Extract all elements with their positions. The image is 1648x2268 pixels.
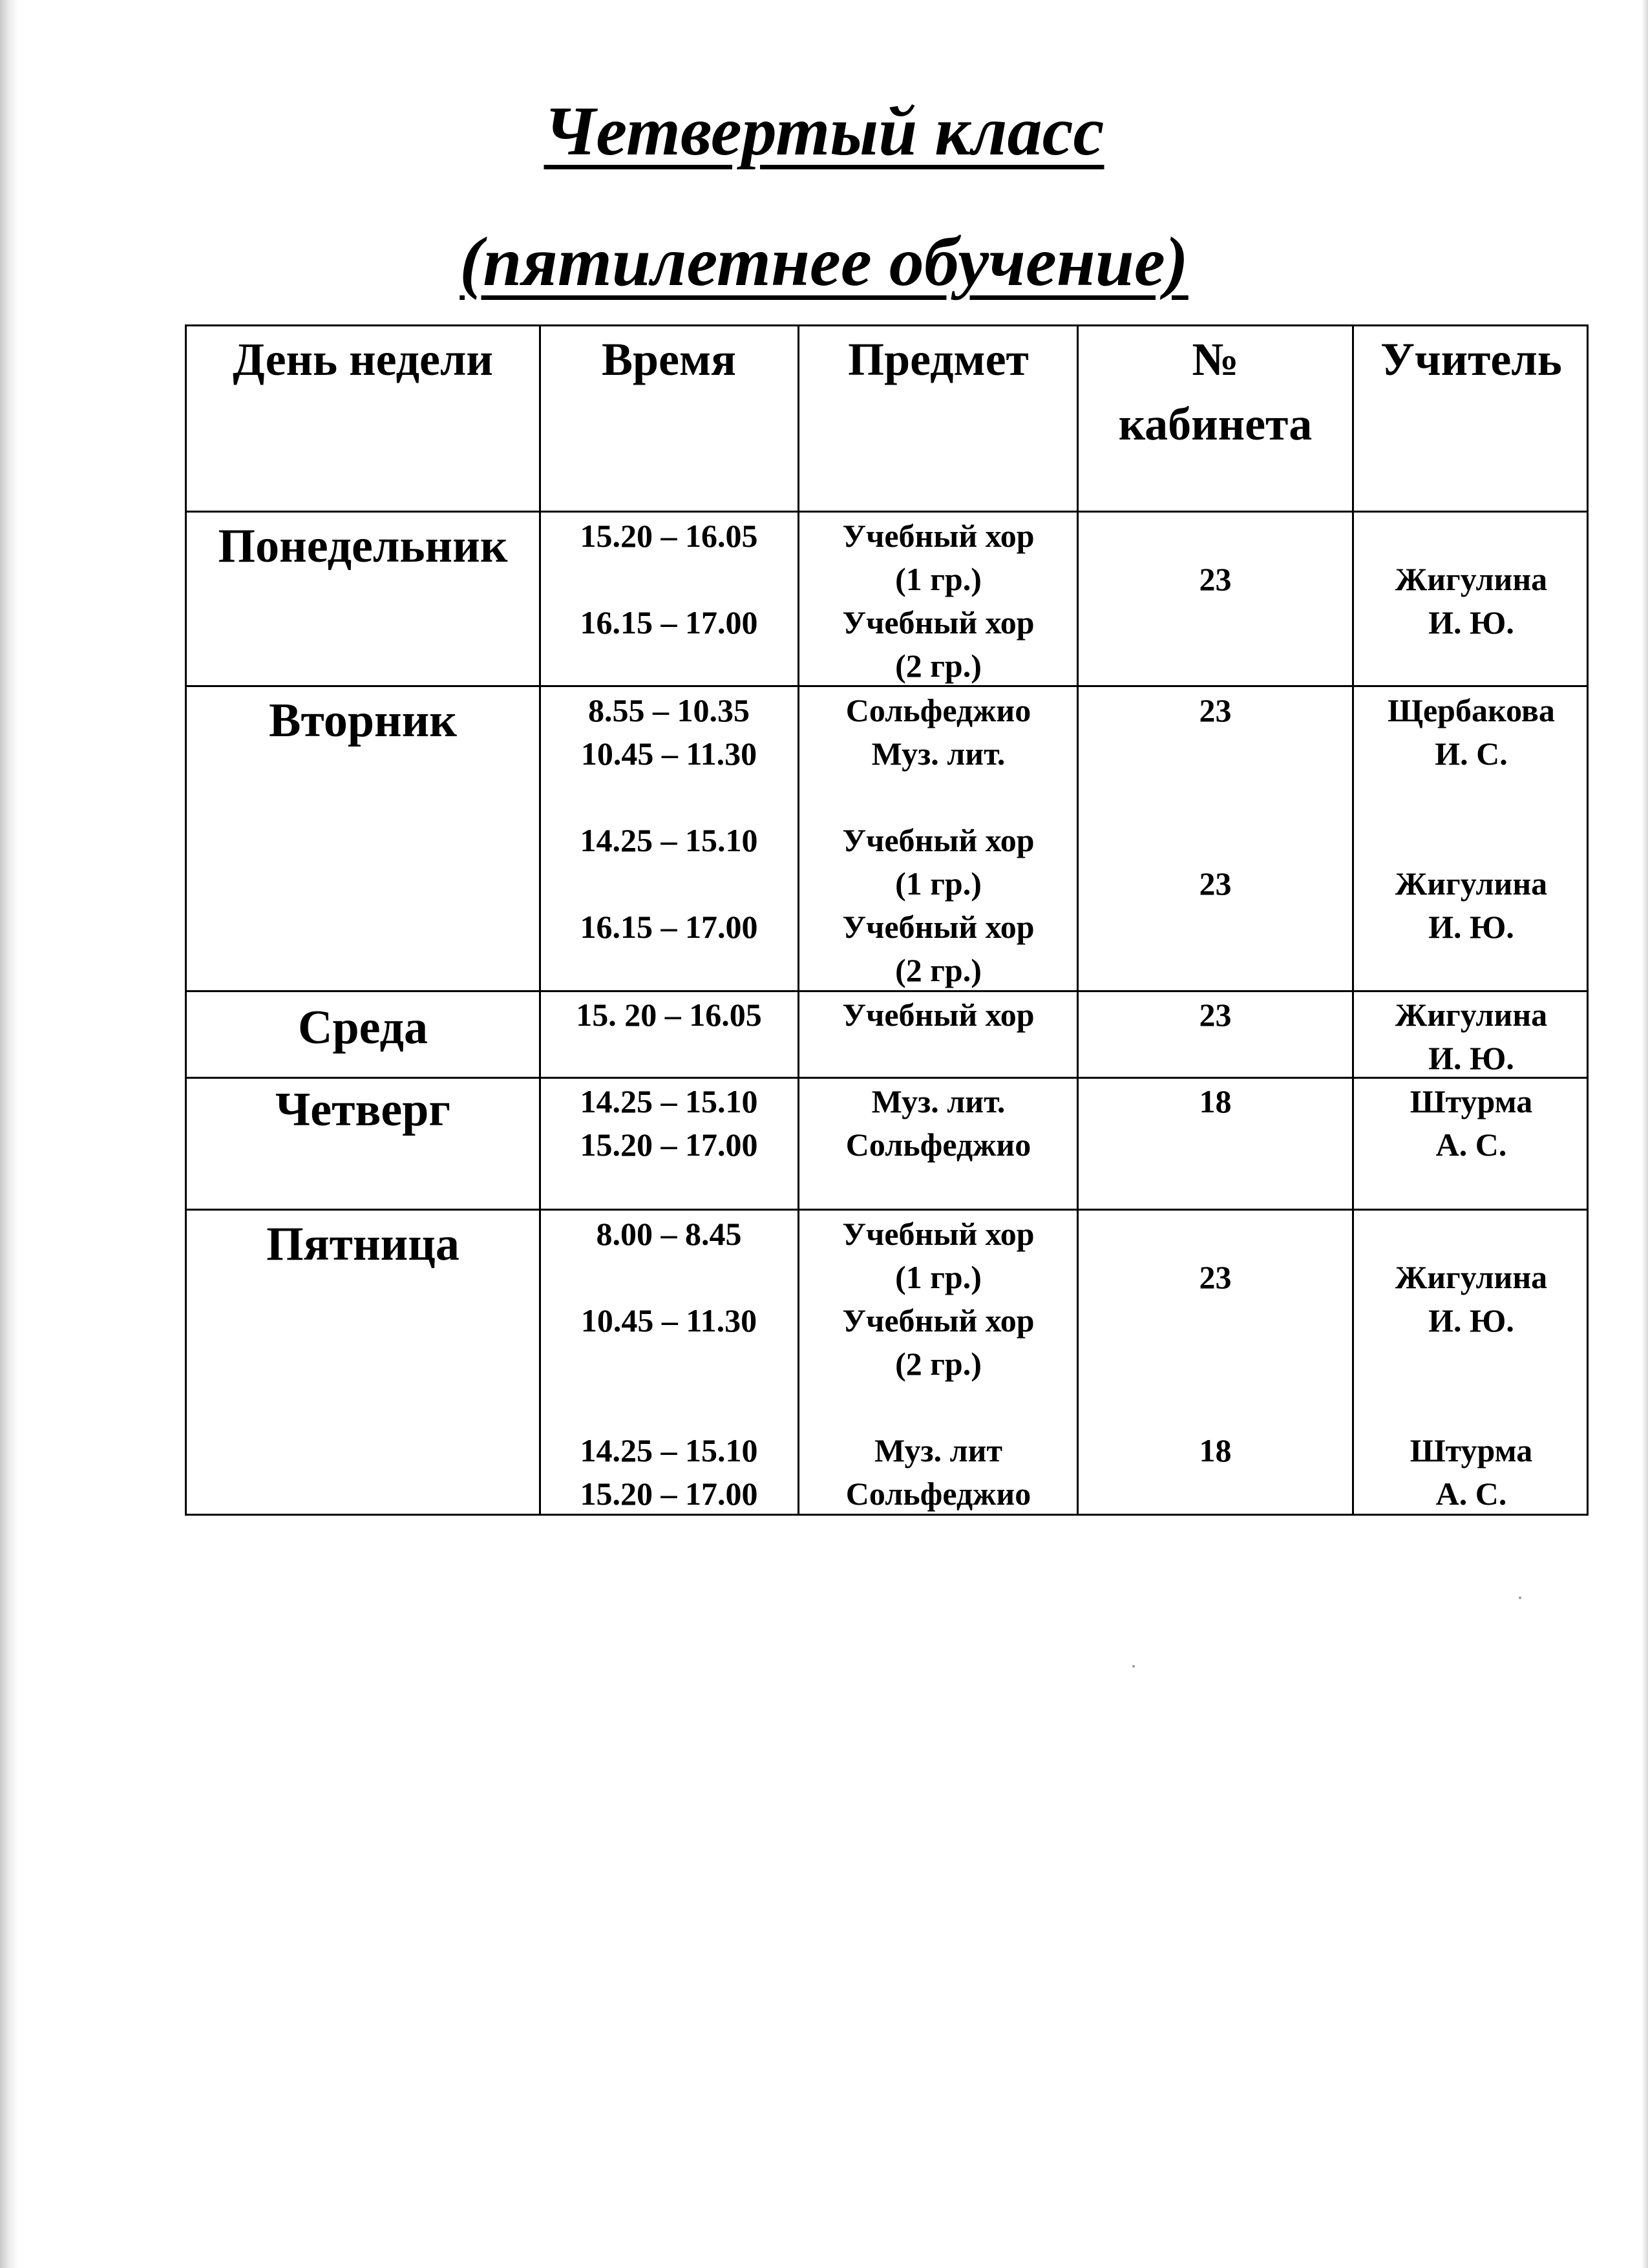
scan-speck [1132,1665,1135,1668]
row-divider [185,511,1589,513]
room-thursday: 18 [1199,1083,1232,1119]
room-friday: 23 18 [1199,1259,1232,1468]
teacher-monday: Жигулина И. Ю. [1395,561,1548,641]
time-wednesday: 15. 20 – 16.05 [576,997,762,1033]
subject-wednesday: Учебный хор [842,997,1035,1033]
subject-thursday: Муз. лит. Сольфеджио [845,1083,1031,1163]
teacher-wednesday: Жигулина И. Ю. [1395,997,1548,1076]
header-day: День недели [233,334,493,385]
time-monday: 15.20 – 16.05 16.15 – 17.00 [580,518,758,641]
subject-monday: Учебный хор (1 гр.) Учебный хор (2 гр.) [842,518,1035,684]
header-time: Время [601,334,737,385]
page-subtitle: (пятилетнее обучение) [460,224,1188,301]
header-room: № кабинета [1118,334,1313,450]
time-friday: 8.00 – 8.45 10.45 – 11.30 14.25 – 15.10 15.20 – 17.00 [580,1216,758,1512]
scan-speck [1519,1596,1521,1599]
day-tuesday: Вторник [269,694,457,747]
header-teacher: Учитель [1380,334,1562,385]
row-divider [185,1209,1589,1211]
subject-tuesday: Сольфеджио Муз. лит. Учебный хор (1 гр.) Учебный хор (2 гр.) [842,692,1035,988]
room-monday: 23 [1199,561,1232,597]
teacher-tuesday: Щербакова И. С. Жигулина И. Ю. [1388,692,1555,945]
time-tuesday: 8.55 – 10.35 10.45 – 11.30 14.25 – 15.10 16.15 – 17.00 [580,692,758,945]
room-tuesday: 23 23 [1199,692,1232,902]
day-monday: Понедельник [218,520,508,573]
teacher-friday: Жигулина И. Ю. Штурма А. С. [1395,1259,1548,1512]
day-friday: Пятница [266,1218,460,1271]
time-thursday: 14.25 – 15.10 15.20 – 17.00 [580,1083,758,1163]
header-subject: Предмет [848,334,1029,385]
scan-shadow-right [1642,0,1648,2268]
subject-friday: Учебный хор (1 гр.) Учебный хор (2 гр.) Муз. лит Сольфеджио [842,1216,1035,1512]
day-thursday: Четверг [275,1083,451,1136]
teacher-thursday: Штурма А. С. [1410,1083,1533,1163]
page-title: Четвертый класс [544,93,1104,170]
room-wednesday: 23 [1199,997,1232,1033]
day-wednesday: Среда [298,1001,428,1054]
scan-shadow-left [0,0,18,2268]
